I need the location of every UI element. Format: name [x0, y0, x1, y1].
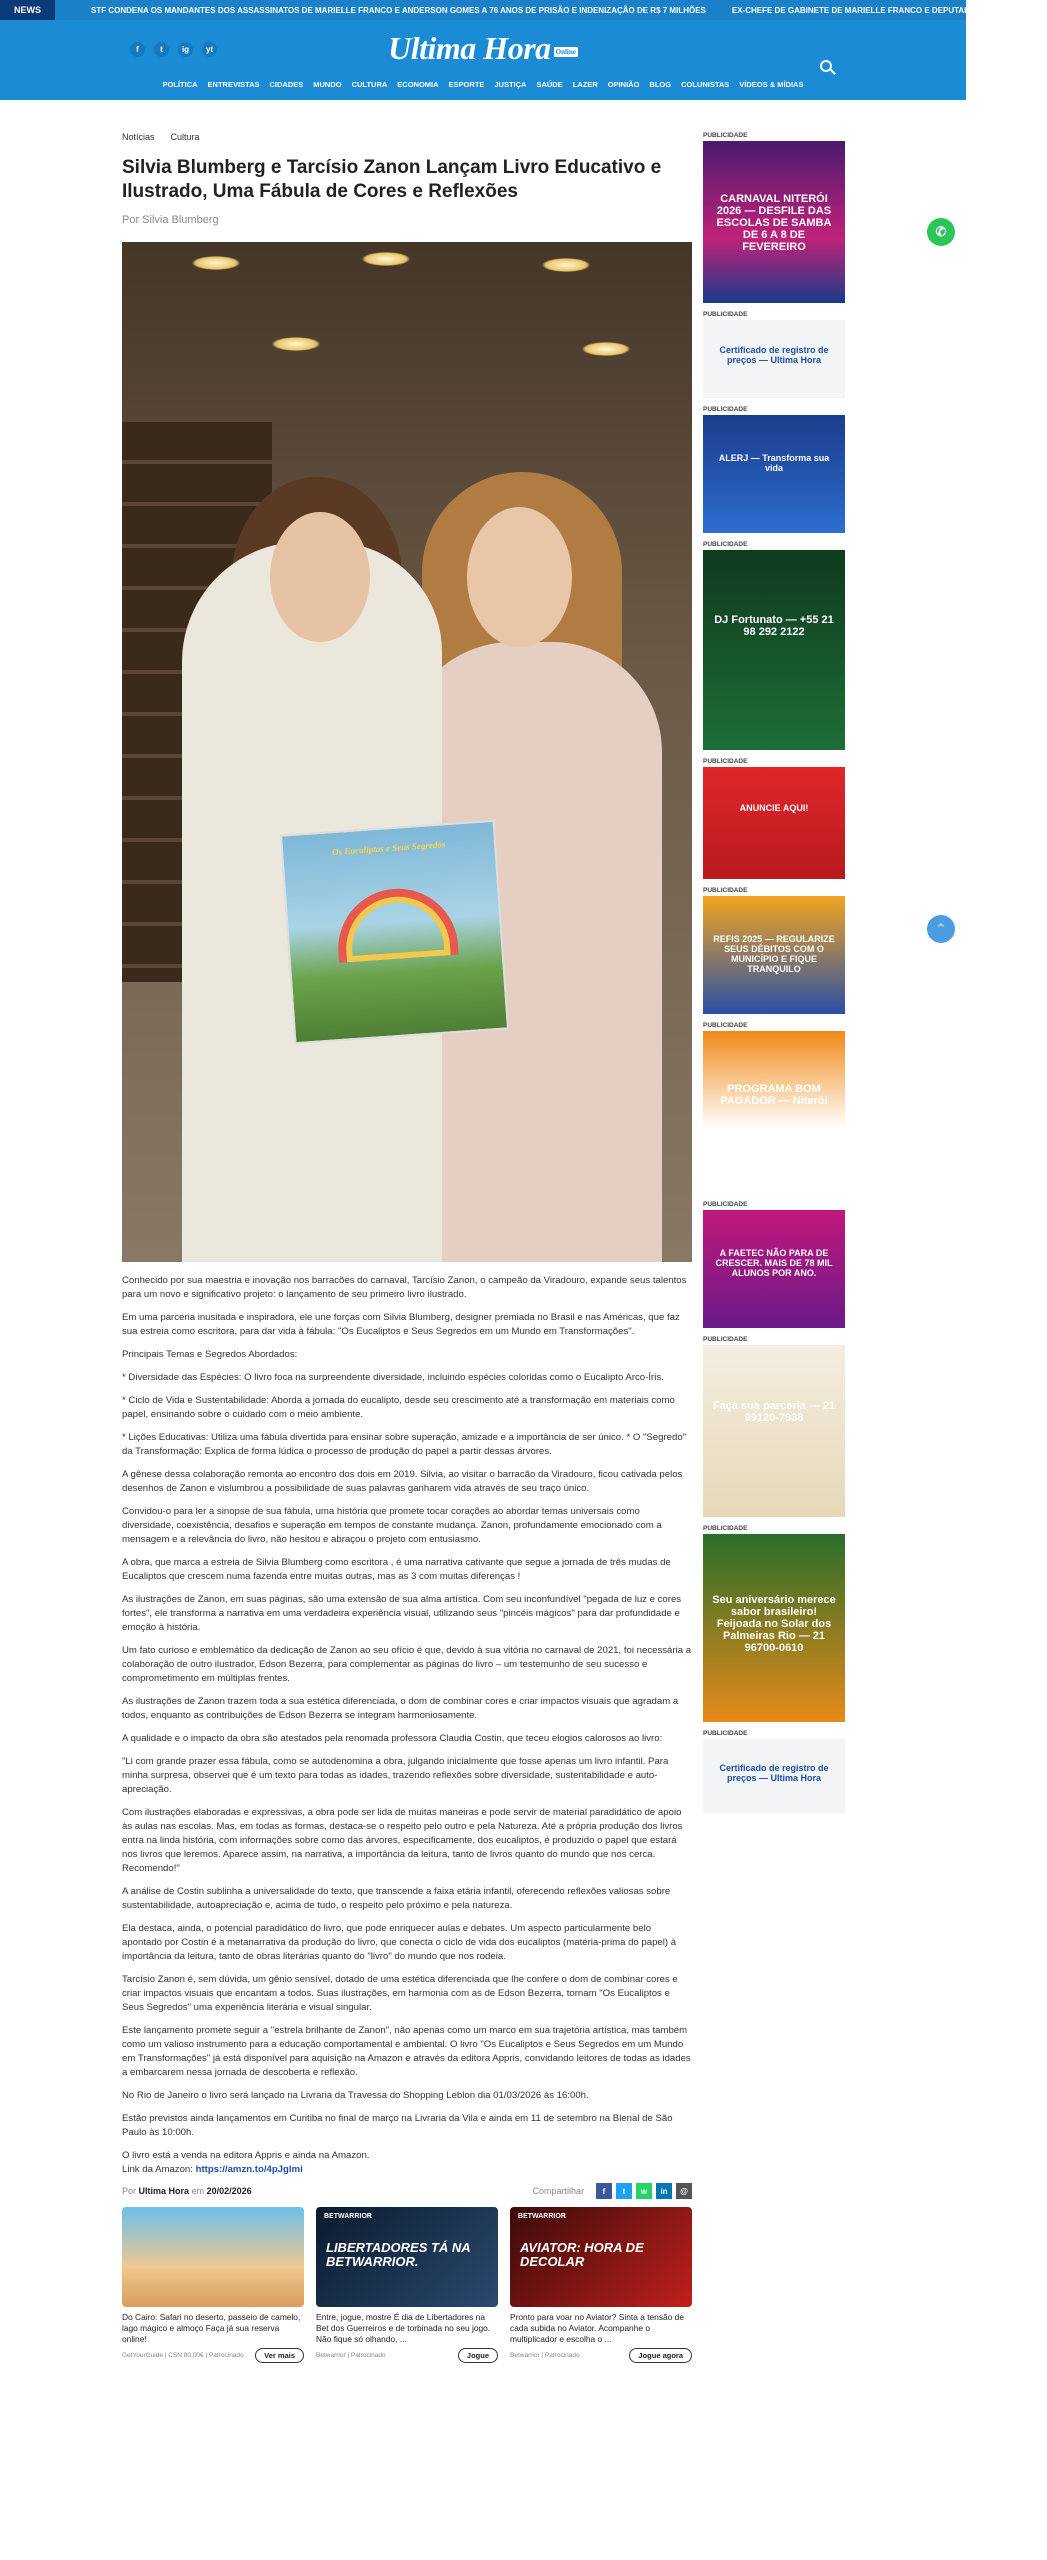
nav-item[interactable]: LAZER: [572, 80, 598, 89]
book-cover: [280, 820, 509, 1044]
sidebar-ad-text: Seu aniversário merece sabor brasileiro! Feijoada no Solar dos Palmeiras Rio — 21 96700-0610: [712, 1594, 836, 1654]
article-paragraph: Em uma parceria inusitada e inspiradora, ele une forças com Silvia Blumberg, designer premiada no Brasil e nas Américas, que faz sua estreia como escritora, para dar vida à fábula: "Os Eucaliptos e Seus Segredos em um Mundo em Transformações".: [122, 1312, 680, 1337]
share-icon[interactable]: t: [616, 2183, 632, 2199]
share-icon[interactable]: in: [656, 2183, 672, 2199]
article-paragraph: Este lançamento promete seguir a "estrela brilhante de Zanon", não apenas como um marco em sua trajetória artística, mas também como um valioso instrumento para a educação comportamental e ambiental. O livro "Os Eucaliptos e Seus Segredos em um Mundo em Transformações" já está disponível para aquisição na Amazon e através da editora Appris, convidando leitores de todas as idades a embarcarem nessa jornada de descoberta e reflexão.: [122, 2025, 691, 2078]
author-prefix: Por: [122, 2186, 137, 2196]
article-paragraph: No Rio de Janeiro o livro será lançado na Livraria da Travessa do Shopping Leblon dia 01/03/2026 às 16:00h.: [122, 2090, 589, 2101]
related-ad-image[interactable]: [316, 2207, 498, 2307]
related-ad-card[interactable]: [122, 2207, 304, 2363]
nav-item[interactable]: BLOG: [649, 80, 672, 89]
ad-cta-button[interactable]: Ver mais: [255, 2348, 304, 2363]
related-ad-card[interactable]: [316, 2207, 498, 2363]
sidebar-ad-text: Faça sua parceria — 21 99120-7938: [712, 1400, 836, 1424]
article-paragraph: A obra, que marca a estreia de Silvia Blumberg como escritora , é uma narrativa cativante que segue a jornada de três mudas de Eucaliptos que crescem numa fazenda entre muitas outras, mas as 3 com muitas diferenças !: [122, 1557, 671, 1582]
nav-item[interactable]: MUNDO: [313, 80, 342, 89]
ceiling-lamp: [192, 256, 240, 270]
ad-source-row: [316, 2348, 498, 2363]
sidebar-ad[interactable]: [703, 896, 845, 1014]
availability-text: O livro está a venda na editora Appris e ainda na Amazon.: [122, 2150, 370, 2161]
back-to-top-icon[interactable]: ⌃: [927, 915, 955, 943]
site-header: [0, 20, 966, 78]
article-paragraph: * Ciclo de Vida e Sustentabilidade: Aborda a jornada do eucalipto, desde seu crescimento até a transformação em materiais como papel, ensinando sobre o cuidado com o meio ambiente.: [122, 1395, 675, 1420]
sidebar-ad-text: Certificado de registro de preços — Ultima Hora: [719, 1763, 829, 1783]
article-paragraph: "Li com grande prazer essa fábula, como se autodenomina a obra, julgando inicialmente que fosse apenas um livro infantil. Para minha surpresa, observei que é um texto para todas as idades, trazendo reflexões sobre diversidade, sustentabilidade e auto-apreciação.: [122, 1756, 669, 1795]
nav-item[interactable]: ECONOMIA: [397, 80, 439, 89]
book-cover-title: Os Eucaliptos e Seus Segredos: [331, 839, 446, 858]
article-paragraph: Ela destaca, ainda, o potencial paradidático do livro, que pode enriquecer aulas e debates. Um aspecto particularmente belo apontado por Costin é a metanarrativa da produção do livro, que conecta o ciclo de vida dos eucaliptos (matéria-prima do papel) à importância da leitura, tanto de obras literárias quanto do "livro" do mundo que nos rodeia.: [122, 1923, 677, 1962]
ad-label: PUBLICIDADE: [703, 1730, 748, 1737]
ad-source: GetYourGuide | CSN 80.00€ | Patrocinado: [122, 2352, 244, 2359]
amazon-link-label: Link da Amazon:: [122, 2164, 196, 2175]
sidebar-ad-text: ALERJ — Transforma sua vida: [718, 453, 830, 473]
article-paragraph: A gênese dessa colaboração remonta ao encontro dos dois em 2019. Silvia, ao visitar o barracão da Viradouro, ficou cativada pelos desenhos de Zanon e vislumbrou a possibilidade de suas palavras ganharem vida através de seu traço único.: [122, 1469, 683, 1494]
news-ticker: [0, 0, 1047, 20]
ad-source-row: [510, 2348, 692, 2363]
ad-label: PUBLICIDADE: [703, 132, 748, 139]
nav-item[interactable]: VÍDEOS & MÍDIAS: [739, 80, 804, 89]
sidebar-ad[interactable]: [703, 320, 845, 398]
ticker-items[interactable]: [55, 6, 1047, 15]
ad-label: PUBLICIDADE: [703, 758, 748, 765]
ad-label: PUBLICIDADE: [703, 541, 748, 548]
date-prefix: em: [191, 2186, 205, 2196]
ceiling-lamp: [272, 337, 320, 351]
article-paragraph: Principais Temas e Segredos Abordados:: [122, 1349, 298, 1360]
nav-item[interactable]: ESPORTE: [448, 80, 485, 89]
category-link[interactable]: Notícias: [122, 132, 155, 142]
nav-item[interactable]: COLUNISTAS: [681, 80, 730, 89]
share-icon[interactable]: f: [596, 2183, 612, 2199]
nav-item[interactable]: JUSTIÇA: [494, 80, 527, 89]
ad-label: PUBLICIDADE: [703, 887, 748, 894]
sidebar-ad[interactable]: [703, 415, 845, 533]
sidebar-ad[interactable]: [703, 1345, 845, 1517]
article-categories: [122, 132, 692, 142]
sidebar-ad[interactable]: [703, 141, 845, 303]
related-ad-image[interactable]: [510, 2207, 692, 2307]
ceiling-lamp: [542, 258, 590, 272]
article-paragraph: Conhecido por sua maestria e inovação nos barracões do carnaval, Tarcísio Zanon, o campeão da Viradouro, expande seus talentos para um novo e significativo projeto: o lançamento de seu primeiro livro ilustrado.: [122, 1275, 687, 1300]
share-bar: [532, 2183, 692, 2199]
instagram-icon[interactable]: ig: [178, 42, 193, 57]
logo-badge: Online: [555, 47, 576, 56]
ad-label: PUBLICIDADE: [703, 311, 748, 318]
sidebar-ad-text: REFIS 2025 — REGULARIZE SEUS DÉBITOS COM O MUNICÍPIO E FIQUE TRANQUILO: [713, 934, 835, 974]
ad-source: Betwarrior | Patrocinado: [316, 2352, 386, 2359]
related-ads: [122, 2207, 692, 2363]
share-label: Compartilhar: [532, 2186, 584, 2196]
article-paragraph: A análise de Costin sublinha a universalidade do texto, que transcende a faixa etária infantil, oferecendo reflexões valiosas sobre sustentabilidade, autoapreciação e, acima de tudo, o respeito pelo próximo e pela natureza.: [122, 1886, 671, 1911]
share-icon[interactable]: w: [636, 2183, 652, 2199]
ad-headline: AVIATOR: HORA DE DECOLAR: [520, 2240, 644, 2269]
article-paragraph: * Lições Educativas: Utiliza uma fábula divertida para ensinar sobre superação, amizade e a importância de ser único. * O "Segredo" da Transformação: Explica de forma lúdica o processo de produção do papel a partir dessas árvores.: [122, 1432, 687, 1457]
ad-caption[interactable]: Entre, jogue, mostre É dia de Libertadores na Bet dos Guerreiros e de torbinada no seu jogo. Não fique só olhando, ...: [316, 2312, 491, 2344]
ad-cta-button[interactable]: Jogue: [458, 2348, 498, 2363]
ad-brand: BETWARRIOR: [324, 2213, 372, 2220]
person-face: [467, 507, 572, 647]
article-footer-text: [122, 2149, 692, 2177]
article-paragraph: Com ilustrações elaboradas e expressivas, a obra pode ser lida de muitas maneiras e pode servir de material paradidático de apoio às aulas nas escolas. Mas, em todas as formas, destaca-se o respeito pelo outro e pela Natureza. Até a própria produção dos livros entra na linda história, com informações sobre como das árvores, especificamente, dos eucaliptos, é produzido o papel que estará nos livros que leremos. Aparece assim, na narrativa, a importância da leitura, tanto de livros quanto do mundo que nos cerca. Recomendo!": [122, 1807, 683, 1874]
ad-source-row: [122, 2348, 304, 2363]
share-icon[interactable]: @: [676, 2183, 692, 2199]
search-icon[interactable]: [820, 60, 832, 72]
ad-label: PUBLICIDADE: [703, 1201, 748, 1208]
ad-brand: BETWARRIOR: [518, 2213, 566, 2220]
sidebar-ad[interactable]: [703, 1031, 845, 1193]
article-paragraph: As ilustrações de Zanon, em suas páginas, são uma extensão de sua alma artística. Com seu inconfundível "pegada de luz e cores fortes", ele transforma a narrativa em uma verdadeira experiência visual, utilizando seus "pincéis mágicos" para dar profundidade e emoção à história.: [122, 1594, 682, 1633]
article-hero-photo: [122, 242, 692, 1262]
sidebar-ad[interactable]: [703, 550, 845, 750]
nav-item[interactable]: CIDADES: [269, 80, 304, 89]
article-paragraph: Um fato curioso e emblemático da dedicação de Zanon ao seu ofício é que, devido à sua vitória no carnaval de 2021, foi necessária a colaboração de outro ilustrador, Edson Bezerra, para complementar as páginas do livro – um testemunho de seu sucesso e comprometimento em múltiplas frentes.: [122, 1645, 692, 1684]
ceiling-lamp: [582, 342, 630, 356]
ticker-item[interactable]: STF CONDENA OS MANDANTES DOS ASSASSINATOS DE MARIELLE FRANCO E ANDERSON GOMES A 76 ANOS DE PRISÃO E INDENIZAÇÃO DE R$ 7 MILHÕES: [91, 5, 706, 15]
sidebar: [703, 132, 845, 1821]
whatsapp-icon[interactable]: ✆: [927, 218, 955, 246]
person-face: [270, 512, 370, 642]
article-title: Silvia Blumberg e Tarcísio Zanon Lançam Livro Educativo e Ilustrado, Uma Fábula de Cores e Reflexões: [122, 157, 662, 202]
ceiling-lamp: [362, 252, 410, 266]
article-byline: Por Silvia Blumberg: [122, 214, 219, 226]
ad-caption[interactable]: Do Cairo: Safari no deserto, passeio de camelo, lago mágico e almoço Faça já sua reserva online!: [122, 2312, 301, 2344]
sidebar-ad[interactable]: [703, 1210, 845, 1328]
sidebar-ad-text: DJ Fortunato — +55 21 98 292 2122: [714, 614, 834, 638]
article-paragraph: Convidou-o para ler a sinopse de sua fábula, uma história que promete tocar corações ao abordar temas universais como diversidade, coexistência, desafios e superação em tempos de constante mudança. Zanon, profundamente emocionado com a mensagem e a relevância do livro, não hesitou e abraçou o projeto com entusiasmo.: [122, 1506, 662, 1545]
main-nav: [0, 78, 966, 100]
nav-item[interactable]: OPINIÃO: [607, 80, 640, 89]
sidebar-ad-text: CARNAVAL NITERÓI 2026 — DESFILE DAS ESCOLAS DE SAMBA DE 6 A 8 DE FEVEREIRO: [716, 193, 832, 253]
ad-cta-button[interactable]: Jogue agora: [629, 2348, 692, 2363]
article-paragraph: Estão previstos ainda lançamentos em Curitiba no final de março na Livraria da Vila e ainda em 11 de setembro na Blenal de São Paulo às 10:00h.: [122, 2113, 673, 2138]
category-link[interactable]: Cultura: [170, 132, 200, 142]
nav-item[interactable]: SAÚDE: [536, 80, 563, 89]
sidebar-ad-text: Certificado de registro de preços — Ultima Hora: [719, 345, 829, 365]
article-body: [122, 1274, 692, 2140]
rainbow-illustration: [334, 885, 459, 963]
ticker-item[interactable]: EX-CHEFE DE GABINETE DE MARIELLE FRANCO E DEPUTADA MAIS VOTADA DO: [731, 5, 1047, 15]
nav-item[interactable]: POLÍTICA: [162, 80, 198, 89]
article-paragraph: Tarcísio Zanon é, sem dúvida, um gênio sensível, dotado de uma estética diferenciada que lhe confere o dom de combinar cores e criar impactos visuais que encantam a todos. Suas ilustrações, em harmonia com as de Edson Bezerra, tornam "Os Eucaliptos e Seus Segredos" uma experiência literária e visual singular.: [122, 1974, 678, 2013]
article-meta: [122, 2183, 692, 2199]
ad-caption[interactable]: Pronto para voar no Aviator? Sinta a tensão de cada subida no Aviator. Acompanhe o multiplicador e escolha o ...: [510, 2312, 684, 2344]
article-paragraph: A qualidade e o impacto da obra são atestados pela renomada professora Claudia Costin, que teceu elogios calorosos ao livro:: [122, 1733, 663, 1744]
sidebar-ad-text: ANUNCIE AQUI!: [739, 803, 809, 813]
ad-source: Betwarrior | Patrocinado: [510, 2352, 580, 2359]
author-name[interactable]: Ultima Hora: [138, 2186, 190, 2196]
sidebar-ad-text: PROGRAMA BOM PAGADOR — Niterói: [720, 1083, 828, 1107]
sidebar-ad-text: A FAETEC NÃO PARA DE CRESCER. MAIS DE 78 MIL ALUNOS POR ANO.: [715, 1248, 833, 1278]
article: [122, 132, 692, 2363]
youtube-icon[interactable]: yt: [202, 42, 217, 57]
related-ad-card[interactable]: [510, 2207, 692, 2363]
sidebar-ad[interactable]: [703, 1534, 845, 1722]
article-paragraph: * Diversidade das Espécies: O livro foca na surpreendente diversidade, incluindo espécies coloridas como o Eucalipto Arco-Íris.: [122, 1372, 664, 1383]
amazon-link[interactable]: https://amzn.to/4pJglmi: [195, 2164, 303, 2175]
ad-label: PUBLICIDADE: [703, 1022, 748, 1029]
ad-label: PUBLICIDADE: [703, 406, 748, 413]
sidebar-ad[interactable]: [703, 1739, 845, 1813]
facebook-icon[interactable]: f: [130, 42, 145, 57]
sidebar-ad[interactable]: [703, 767, 845, 879]
article-paragraph: As ilustrações de Zanon trazem toda a sua estética diferenciada, o dom de combinar cores e criar impactos visuais que agradam a todos, enquanto as contribuições de Edson Bezerra se integram harmoniosamente.: [122, 1696, 679, 1721]
publish-date: 20/02/2026: [206, 2186, 252, 2196]
ad-headline: LIBERTADORES TÁ NA BETWARRIOR.: [326, 2240, 471, 2269]
nav-item[interactable]: CULTURA: [351, 80, 388, 89]
twitter-icon[interactable]: t: [154, 42, 169, 57]
nav-item[interactable]: ENTREVISTAS: [207, 80, 260, 89]
logo-text: Ultima Hora: [388, 30, 551, 66]
ad-label: PUBLICIDADE: [703, 1525, 748, 1532]
ad-label: PUBLICIDADE: [703, 1336, 748, 1343]
ticker-tag: NEWS: [0, 0, 55, 20]
related-ad-image[interactable]: [122, 2207, 304, 2307]
